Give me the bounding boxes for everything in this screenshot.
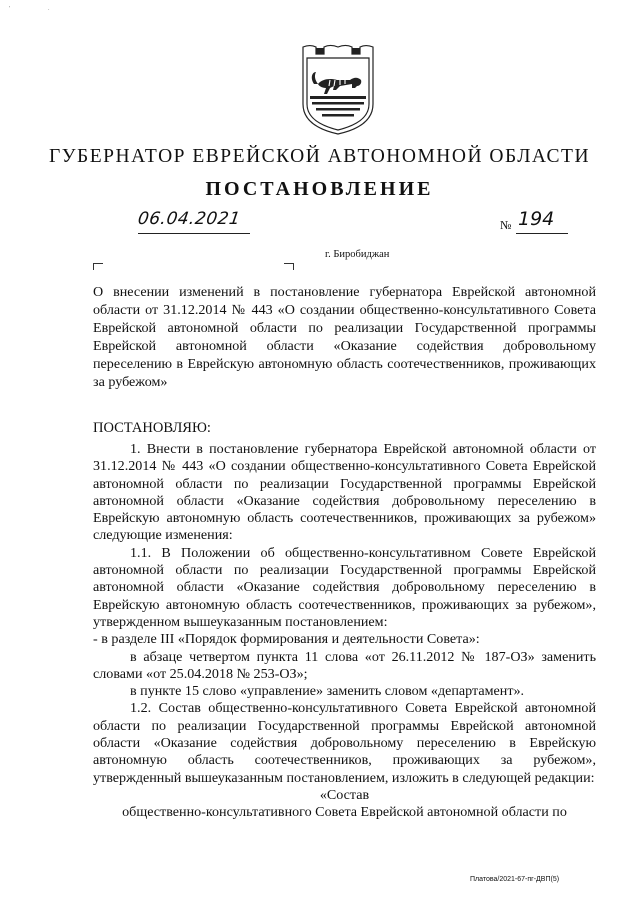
composition-subheading: общественно-консультативного Совета Еврейской автономной области по <box>122 804 567 821</box>
paragraph: 1.2. Состав общественно-консультативного Совета Еврейской автономной области по реализации Государственной программы Еврейской автономной области «Оказание содействия добровольному переселению в Еврейскую автономную область соотечественников, проживающих за рубежом», утвержденный вышеуказанным постановлением, изложить в следующей редакции: <box>93 700 596 786</box>
scan-mark: . <box>48 6 50 12</box>
date-handwritten: 06.04.2021 <box>136 209 242 229</box>
document-type-heading: ПОСТАНОВЛЕНИЕ <box>205 178 434 200</box>
paragraph: в пункте 15 слово «управление» заменить словом «департамент». <box>130 683 525 700</box>
subject-corner-mark-left <box>93 263 103 270</box>
decree-keyword: ПОСТАНОВЛЯЮ: <box>93 420 211 436</box>
date-underline <box>138 233 250 234</box>
date-field <box>138 209 250 235</box>
number-underline <box>516 233 568 234</box>
number-label: № <box>500 218 512 232</box>
coat-of-arms-icon <box>300 44 376 136</box>
paragraph: - в разделе III «Порядок формирования и деятельности Совета»: <box>93 631 480 648</box>
city-label: г. Биробиджан <box>325 249 390 260</box>
number-handwritten: 194 <box>518 208 555 230</box>
paragraph: 1. Внести в постановление губернатора Еврейской автономной области от 31.12.2014 № 443 «О создании общественно-консультативного Совета Еврейской автономной области по реализации Государственной программы Еврейской автономной области «Оказание содействия добровольному переселению в Еврейскую автономную область соотечественников, проживающих за рубежом» следующие изменения: <box>93 441 596 544</box>
paragraph: 1.1. В Положении об общественно-консультативном Совете Еврейской автономной области по реализации Государственной программы Еврейской автономной области «Оказание содействия добровольному переселению в Еврейскую автономную область соотечественников, проживающих за рубежом», утвержденном вышеуказанным постановлением: <box>93 544 596 630</box>
document-body <box>93 441 596 822</box>
number-field <box>500 208 568 237</box>
composition-heading: «Состав <box>319 786 370 803</box>
subject-corner-mark-right <box>284 263 294 270</box>
document-footer-code: Платова/2021-67-пг-ДВП(5) <box>470 876 560 883</box>
document-subject: О внесении изменений в постановление губернатора Еврейской автономной области от 31.12.2014 № 443 «О создании общественно-консультативного Совета Еврейской автономной области по реализации Государственной программы Еврейской автономной области «Оказание содействия добровольному переселению в Еврейскую автономную область соотечественников, проживающих за рубежом» <box>93 284 596 391</box>
scan-mark: ' <box>9 6 11 12</box>
organization-title: ГУБЕРНАТОР ЕВРЕЙСКОЙ АВТОНОМНОЙ ОБЛАСТИ <box>48 146 591 167</box>
paragraph: в абзаце четвертом пункта 11 слова «от 26.11.2012 № 187-ОЗ» заменить словами «от 25.04.2018 № 253-ОЗ»; <box>93 648 596 682</box>
